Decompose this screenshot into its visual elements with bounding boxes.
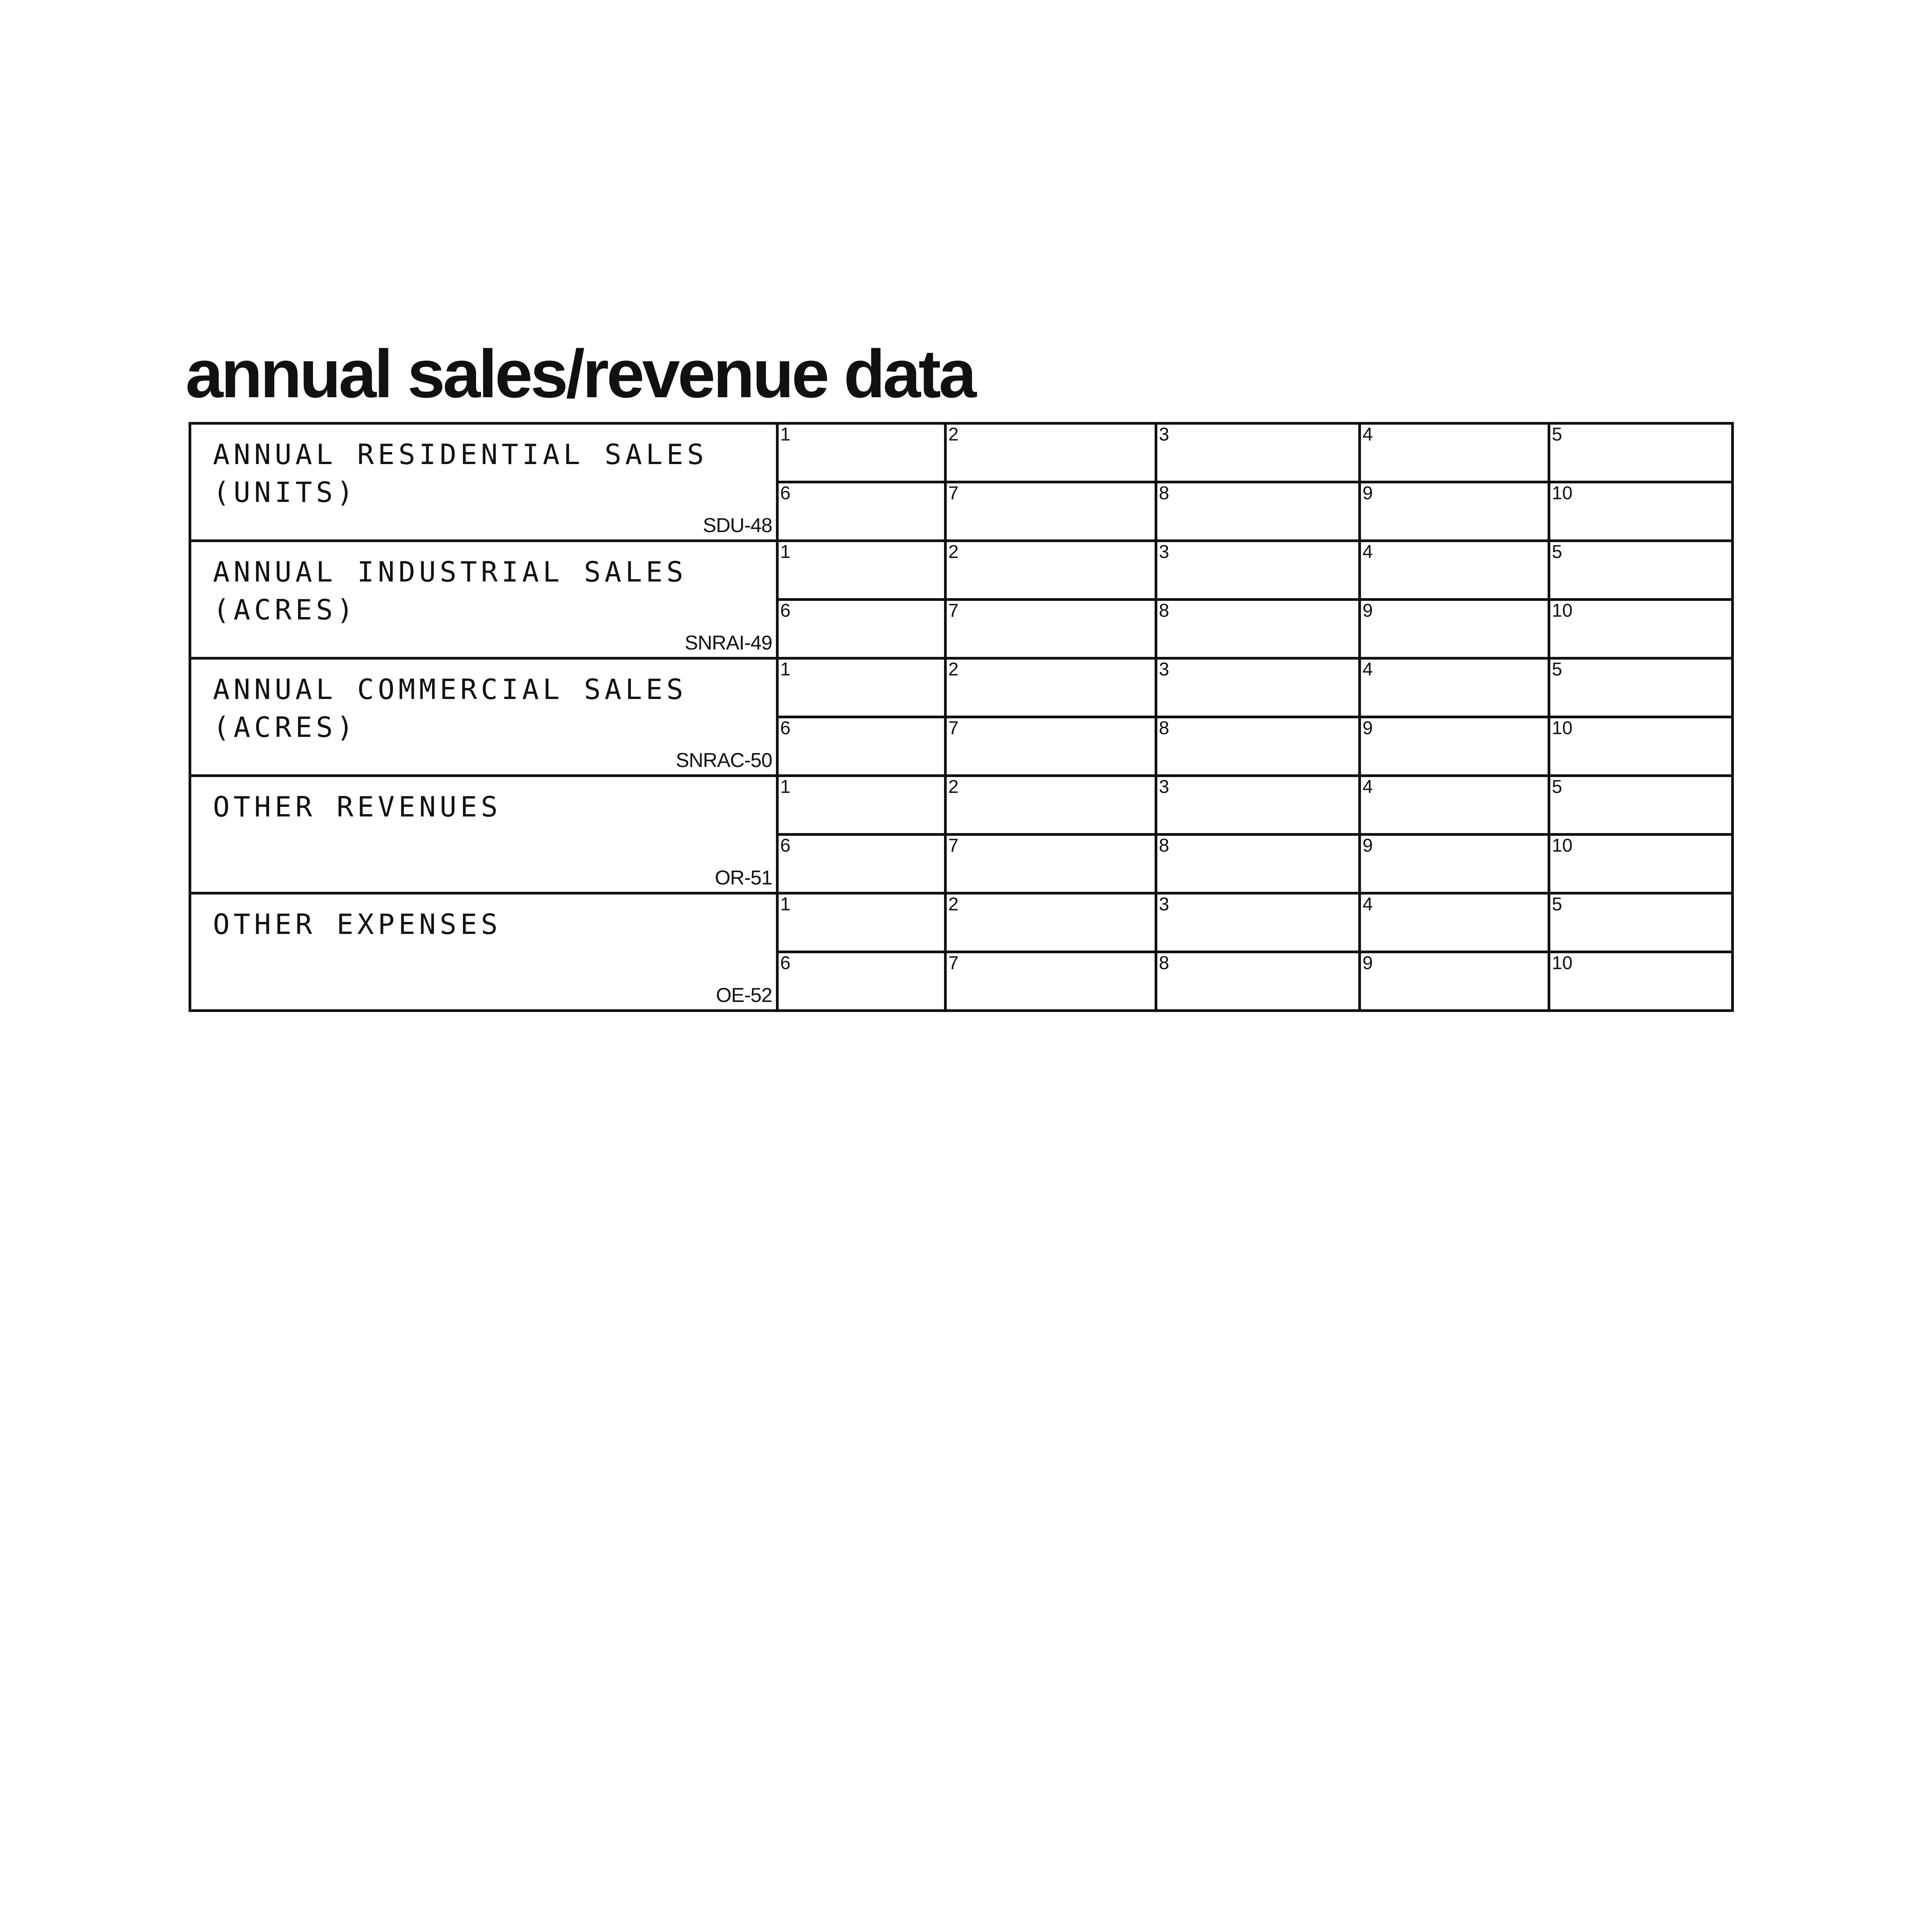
cell-number: 9 (1363, 483, 1373, 503)
cell-number: 10 (1552, 483, 1573, 503)
cell-number: 3 (1159, 659, 1169, 680)
entry-cell[interactable] (1549, 717, 1733, 776)
cell-number: 9 (1363, 600, 1373, 621)
cell-number: 6 (780, 718, 791, 738)
row-code: SDU-48 (703, 514, 772, 537)
cell-number: 5 (1552, 659, 1562, 680)
entry-cell[interactable] (1156, 658, 1360, 717)
row-code: OE-52 (716, 984, 772, 1007)
cell-number: 1 (780, 894, 791, 915)
entry-cell[interactable] (777, 423, 946, 482)
form-row (190, 423, 1733, 482)
cell-number: 9 (1363, 953, 1373, 973)
cell-number: 4 (1363, 424, 1373, 445)
cell-number: 8 (1159, 718, 1169, 738)
entry-cell[interactable] (1156, 835, 1360, 893)
entry-cell[interactable] (777, 717, 946, 776)
entry-cell[interactable] (777, 776, 946, 835)
row-label: OTHER EXPENSES (213, 908, 502, 940)
cell-number: 6 (780, 953, 791, 973)
form-row (190, 658, 1733, 717)
entry-cell[interactable] (1156, 423, 1360, 482)
entry-cell[interactable] (946, 893, 1156, 952)
cell-number: 4 (1363, 659, 1373, 680)
cell-number: 1 (780, 777, 791, 797)
entry-cell[interactable] (1156, 893, 1360, 952)
cell-number: 7 (948, 483, 959, 503)
sales-revenue-form (189, 422, 1734, 1012)
row-label: OTHER REVENUES (213, 791, 502, 823)
entry-cell[interactable] (1156, 776, 1360, 835)
entry-cell[interactable] (1156, 600, 1360, 658)
entry-cell[interactable] (1549, 482, 1733, 541)
entry-cell[interactable] (946, 482, 1156, 541)
cell-number: 4 (1363, 542, 1373, 562)
cell-number: 1 (780, 659, 791, 680)
entry-cell[interactable] (946, 776, 1156, 835)
row-label-cell (190, 658, 777, 776)
entry-cell[interactable] (1360, 600, 1549, 658)
cell-number: 2 (948, 894, 959, 915)
cell-number: 3 (1159, 777, 1169, 797)
cell-number: 7 (948, 835, 959, 856)
entry-cell[interactable] (1549, 893, 1733, 952)
entry-cell[interactable] (777, 893, 946, 952)
cell-number: 2 (948, 777, 959, 797)
cell-number: 9 (1363, 718, 1373, 738)
entry-cell[interactable] (777, 600, 946, 658)
cell-number: 4 (1363, 894, 1373, 915)
cell-number: 7 (948, 953, 959, 973)
cell-number: 3 (1159, 542, 1169, 562)
cell-number: 9 (1363, 835, 1373, 856)
entry-cell[interactable] (1360, 952, 1549, 1011)
entry-cell[interactable] (946, 952, 1156, 1011)
cell-number: 8 (1159, 483, 1169, 503)
form-row (190, 893, 1733, 952)
cell-number: 10 (1552, 835, 1573, 856)
cell-number: 6 (780, 835, 791, 856)
cell-number: 7 (948, 600, 959, 621)
cell-number: 6 (780, 483, 791, 503)
row-label: ANNUAL COMMERCIAL SALES (ACRES) (213, 673, 687, 743)
entry-cell[interactable] (946, 541, 1156, 600)
entry-cell[interactable] (1360, 717, 1549, 776)
page-title: annual sales/revenue data (185, 336, 975, 412)
row-label-cell (190, 541, 777, 658)
row-label-cell (190, 893, 777, 1011)
entry-cell[interactable] (1549, 600, 1733, 658)
entry-cell[interactable] (777, 658, 946, 717)
entry-cell[interactable] (1549, 952, 1733, 1011)
cell-number: 1 (780, 542, 791, 562)
row-label-cell (190, 423, 777, 541)
entry-cell[interactable] (946, 600, 1156, 658)
entry-cell[interactable] (1549, 835, 1733, 893)
cell-number: 10 (1552, 953, 1573, 973)
entry-cell[interactable] (1360, 423, 1549, 482)
entry-cell[interactable] (1156, 952, 1360, 1011)
cell-number: 2 (948, 424, 959, 445)
entry-cell[interactable] (1360, 482, 1549, 541)
form-row (190, 776, 1733, 835)
entry-cell[interactable] (946, 717, 1156, 776)
cell-number: 5 (1552, 424, 1562, 445)
entry-cell[interactable] (946, 658, 1156, 717)
entry-cell[interactable] (1549, 541, 1733, 600)
cell-number: 5 (1552, 542, 1562, 562)
form-row (190, 541, 1733, 600)
entry-cell[interactable] (777, 952, 946, 1011)
entry-cell[interactable] (1156, 482, 1360, 541)
entry-cell[interactable] (1360, 893, 1549, 952)
cell-number: 5 (1552, 777, 1562, 797)
cell-number: 10 (1552, 600, 1573, 621)
row-code: OR-51 (714, 867, 772, 889)
entry-cell[interactable] (1549, 658, 1733, 717)
entry-cell[interactable] (946, 423, 1156, 482)
cell-number: 3 (1159, 894, 1169, 915)
entry-cell[interactable] (777, 541, 946, 600)
row-code: SNRAC-50 (675, 749, 772, 772)
entry-cell[interactable] (1156, 541, 1360, 600)
row-label: ANNUAL INDUSTRIAL SALES (ACRES) (213, 556, 687, 626)
row-label-cell (190, 776, 777, 893)
entry-cell[interactable] (1360, 776, 1549, 835)
entry-cell[interactable] (1549, 776, 1733, 835)
cell-number: 8 (1159, 600, 1169, 621)
cell-number: 10 (1552, 718, 1573, 738)
entry-cell[interactable] (777, 482, 946, 541)
cell-number: 5 (1552, 894, 1562, 915)
entry-cell[interactable] (946, 835, 1156, 893)
cell-number: 2 (948, 542, 959, 562)
row-code: SNRAI-49 (684, 632, 772, 654)
entry-cell[interactable] (1360, 658, 1549, 717)
entry-cell[interactable] (1156, 717, 1360, 776)
cell-number: 8 (1159, 953, 1169, 973)
row-label: ANNUAL RESIDENTIAL SALES (UNITS) (213, 438, 708, 509)
cell-number: 6 (780, 600, 791, 621)
entry-cell[interactable] (1360, 541, 1549, 600)
cell-number: 2 (948, 659, 959, 680)
cell-number: 7 (948, 718, 959, 738)
entry-cell[interactable] (777, 835, 946, 893)
cell-number: 3 (1159, 424, 1169, 445)
entry-cell[interactable] (1360, 835, 1549, 893)
cell-number: 8 (1159, 835, 1169, 856)
entry-cell[interactable] (1549, 423, 1733, 482)
cell-number: 4 (1363, 777, 1373, 797)
cell-number: 1 (780, 424, 791, 445)
